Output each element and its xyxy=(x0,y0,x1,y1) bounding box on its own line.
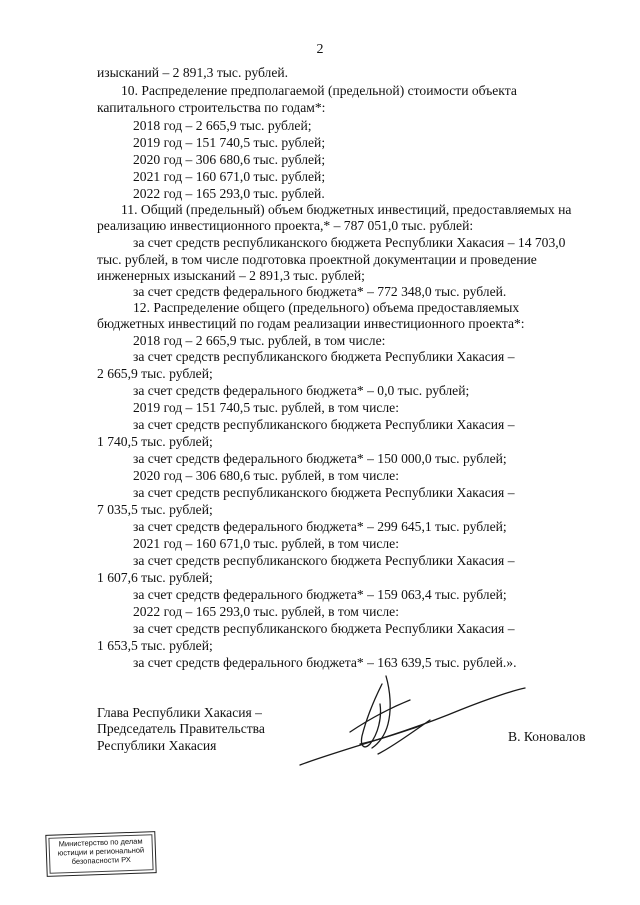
text-line: 2018 год – 2 665,9 тыс. рублей, в том числе: xyxy=(133,333,386,348)
text-line: капитального строительства по годам*: xyxy=(97,100,326,115)
text-line: 1 740,5 тыс. рублей; xyxy=(97,434,213,449)
text-line: за счет средств федерального бюджета* – 772 348,0 тыс. рублей. xyxy=(133,284,507,299)
text-line: 2018 год – 2 665,9 тыс. рублей; xyxy=(133,118,312,133)
ministry-stamp xyxy=(45,831,156,877)
text-line: 12. Распределение общего (предельного) объема предоставляемых xyxy=(133,300,520,315)
text-line: инженерных изысканий – 2 891,3 тыс. рублей; xyxy=(97,268,365,283)
text-line: за счет средств федерального бюджета* – 159 063,4 тыс. рублей; xyxy=(133,587,507,602)
text-line: бюджетных инвестиций по годам реализации инвестиционного проекта*: xyxy=(97,316,525,331)
text-line: за счет средств федерального бюджета* – 150 000,0 тыс. рублей; xyxy=(133,451,507,466)
stamp-line: безопасности РХ xyxy=(71,854,131,867)
text-line: 2021 год – 160 671,0 тыс. рублей, в том числе: xyxy=(133,536,399,551)
text-line: за счет средств республиканского бюджета Республики Хакасия – xyxy=(133,349,515,364)
text-line: 1 653,5 тыс. рублей; xyxy=(97,638,213,653)
signatory-title-line: Председатель Правительства xyxy=(97,721,265,736)
text-line: за счет средств федерального бюджета* – 299 645,1 тыс. рублей; xyxy=(133,519,507,534)
text-line: за счет средств федерального бюджета* – 0,0 тыс. рублей; xyxy=(133,383,470,398)
text-line: 1 607,6 тыс. рублей; xyxy=(97,570,213,585)
handwritten-signature xyxy=(290,670,530,775)
text-line: за счет средств федерального бюджета* – 163 639,5 тыс. рублей.». xyxy=(133,655,517,670)
text-line: 7 035,5 тыс. рублей; xyxy=(97,502,213,517)
text-line: 2022 год – 165 293,0 тыс. рублей, в том числе: xyxy=(133,604,399,619)
stamp-line: юстиции и региональной xyxy=(57,845,145,858)
signatory-name: В. Коновалов xyxy=(508,729,586,744)
text-line: 2019 год – 151 740,5 тыс. рублей, в том числе: xyxy=(133,400,399,415)
text-line: за счет средств республиканского бюджета Республики Хакасия – xyxy=(133,485,515,500)
signatory-title-line: Республики Хакасия xyxy=(97,738,217,753)
signatory-title-line: Глава Республики Хакасия – xyxy=(97,705,262,720)
stamp-line: Министерство по делам xyxy=(58,836,143,849)
page-number: 2 xyxy=(316,42,324,57)
text-line: 2 665,9 тыс. рублей; xyxy=(97,366,213,381)
text-line: тыс. рублей, в том числе подготовка проектной документации и проведение xyxy=(97,252,537,267)
text-line: 2020 год – 306 680,6 тыс. рублей; xyxy=(133,152,326,167)
text-line: 10. Распределение предполагаемой (предельной) стоимости объекта xyxy=(121,83,517,98)
text-line: 2019 год – 151 740,5 тыс. рублей; xyxy=(133,135,326,150)
text-line: 2021 год – 160 671,0 тыс. рублей; xyxy=(133,169,326,184)
text-line: за счет средств республиканского бюджета Республики Хакасия – 14 703,0 xyxy=(133,235,566,250)
text-line: 11. Общий (предельный) объем бюджетных инвестиций, предоставляемых на xyxy=(121,202,572,217)
text-line: за счет средств республиканского бюджета Республики Хакасия – xyxy=(133,553,515,568)
text-line: изысканий – 2 891,3 тыс. рублей. xyxy=(97,65,289,80)
text-line: за счет средств республиканского бюджета Республики Хакасия – xyxy=(133,417,515,432)
text-line: 2020 год – 306 680,6 тыс. рублей, в том числе: xyxy=(133,468,399,483)
text-line: за счет средств республиканского бюджета Республики Хакасия – xyxy=(133,621,515,636)
text-line: 2022 год – 165 293,0 тыс. рублей. xyxy=(133,186,325,201)
text-line: реализацию инвестиционного проекта,* – 787 051,0 тыс. рублей: xyxy=(97,218,474,233)
